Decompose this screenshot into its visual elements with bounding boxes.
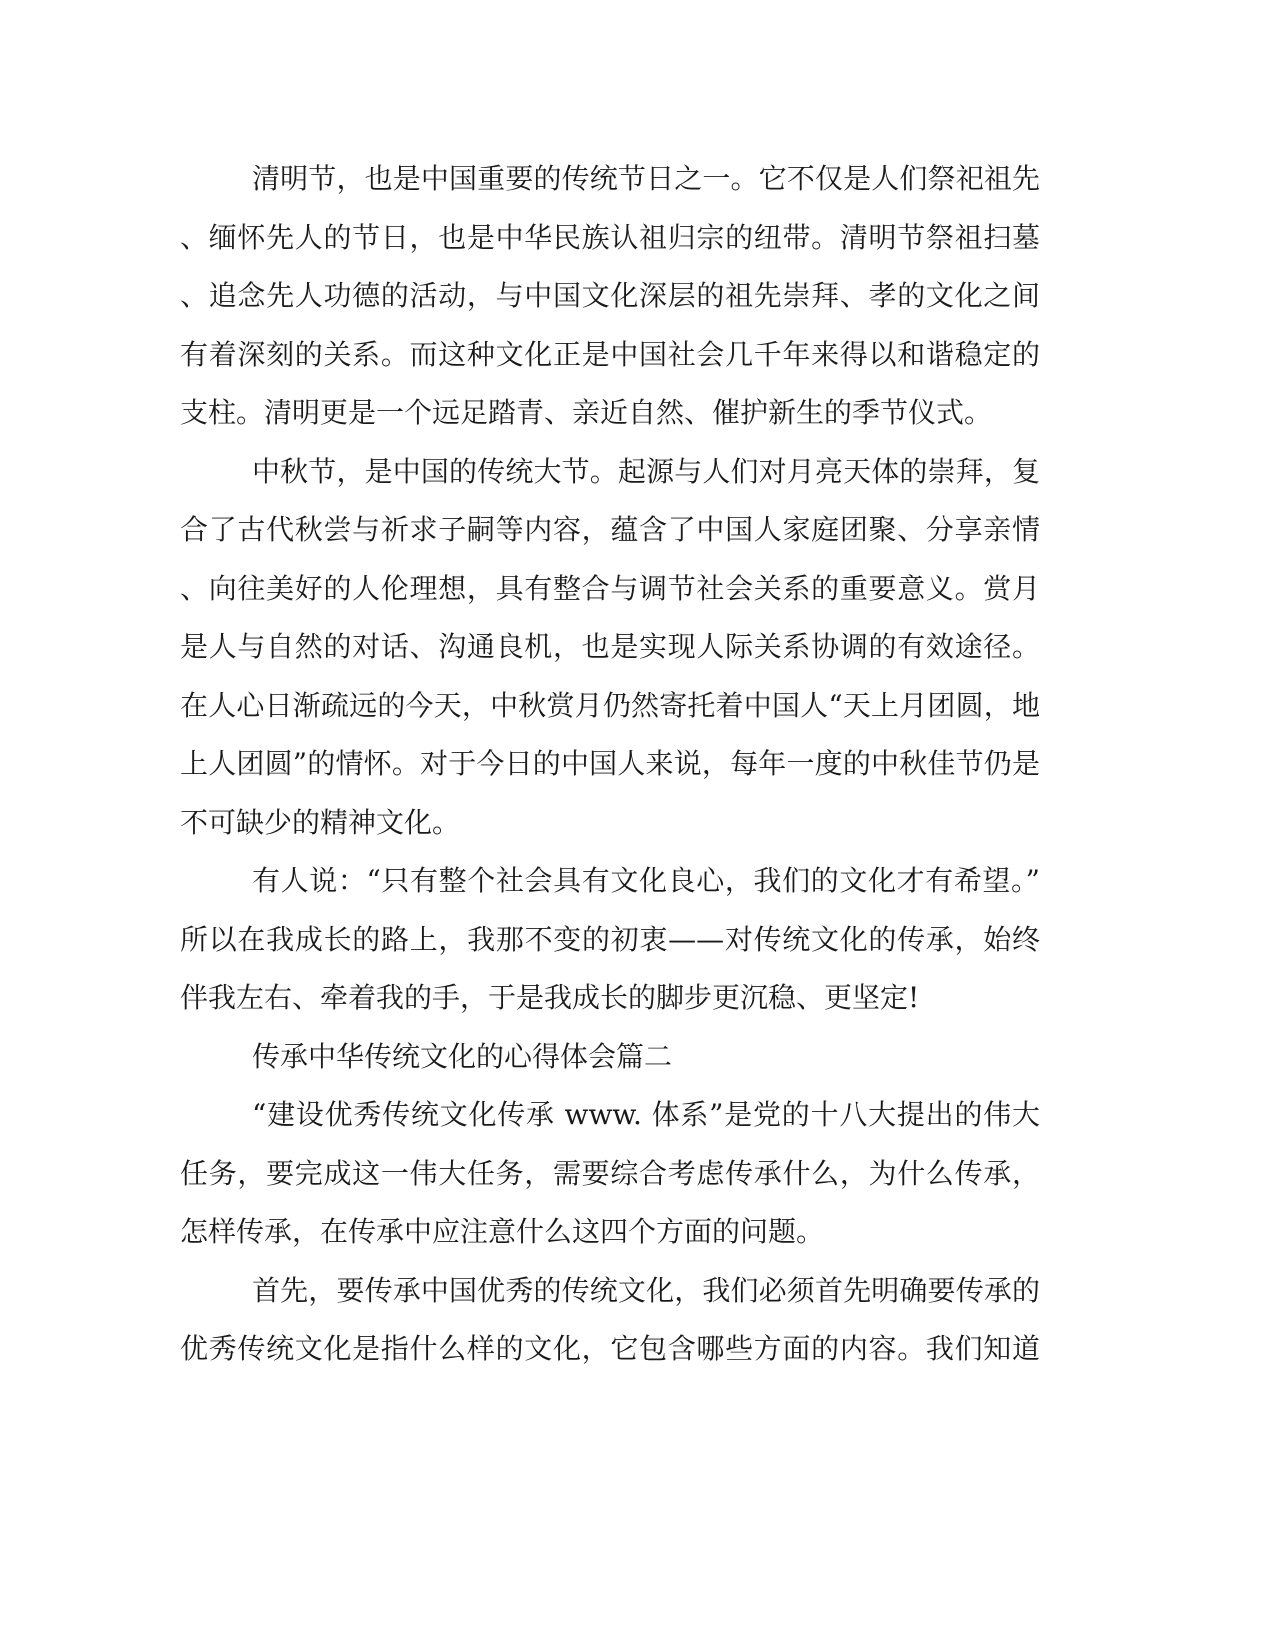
text-line: 在人心日渐疏远的今天，中秋赏月仍然寄托着中国人“天上月团圆，地 <box>180 688 1040 722</box>
text-line: 首先，要传承中国优秀的传统文化，我们必须首先明确要传承的 <box>252 1273 1040 1307</box>
text-line: 有着深刻的关系。而这种文化正是中国社会几千年来得以和谐稳定的 <box>180 337 1040 371</box>
text-line: 清明节，也是中国重要的传统节日之一。它不仅是人们祭祀祖先 <box>252 162 1040 195</box>
paragraph-qingming <box>180 150 1040 443</box>
text-line: 有人说：“只有整个社会具有文化良心，我们的文化才有希望。” <box>252 864 1040 897</box>
text-line: 伴我左右、牵着我的手，于是我成长的脚步更沉稳、更坚定! <box>180 981 920 1014</box>
text-line: 中秋节，是中国的传统大节。起源与人们对月亮天体的崇拜，复 <box>252 454 1040 488</box>
text-line: 任务，要完成这一伟大任务，需要综合考虑传承什么，为什么传承， <box>180 1156 1040 1190</box>
paragraph-shouxian <box>180 1262 1040 1379</box>
text-line: 、追念先人功德的活动，与中国文化深层的祖先崇拜、孝的文化之间 <box>180 279 1040 312</box>
text-line: 支柱。清明更是一个远足踏青、亲近自然、催护新生的季节仪式。 <box>180 396 993 429</box>
section-heading <box>180 1028 1040 1087</box>
paragraph-quote <box>180 852 1040 1028</box>
text-line: 、向往美好的人伦理想，具有整合与调节社会关系的重要意义。赏月 <box>180 571 1040 605</box>
text-line: 怎样传承，在传承中应注意什么这四个方面的问题。 <box>180 1215 825 1248</box>
text-line: 不可缺少的精神文化。 <box>180 805 461 839</box>
text-line: 是人与自然的对话、沟通良机，也是实现人际关系协调的有效途径。 <box>180 630 1040 663</box>
text-line: 优秀传统文化是指什么样的文化，它包含哪些方面的内容。我们知道 <box>180 1332 1040 1365</box>
text-line: 、缅怀先人的节日，也是中华民族认祖归宗的纽带。清明节祭祖扫墓 <box>180 220 1040 254</box>
text-line: 所以在我成长的路上，我那不变的初衷——对传统文化的传承，始终 <box>180 922 1040 956</box>
document-body <box>180 150 1040 1379</box>
paragraph-tixi <box>180 1086 1040 1262</box>
section-title: 传承中华传统文化的心得体会篇二 <box>252 1039 673 1073</box>
text-line: 上人团圆”的情怀。对于今日的中国人来说，每年一度的中秋佳节仍是 <box>180 747 1040 780</box>
text-line: 合了古代秋尝与祈求子嗣等内容，蕴含了中国人家庭团聚、分享亲情 <box>180 513 1040 546</box>
text-line: “建设优秀传统文化传承 www. 体系”是党的十八大提出的伟大 <box>252 1098 1040 1131</box>
paragraph-zhongqiu <box>180 443 1040 853</box>
